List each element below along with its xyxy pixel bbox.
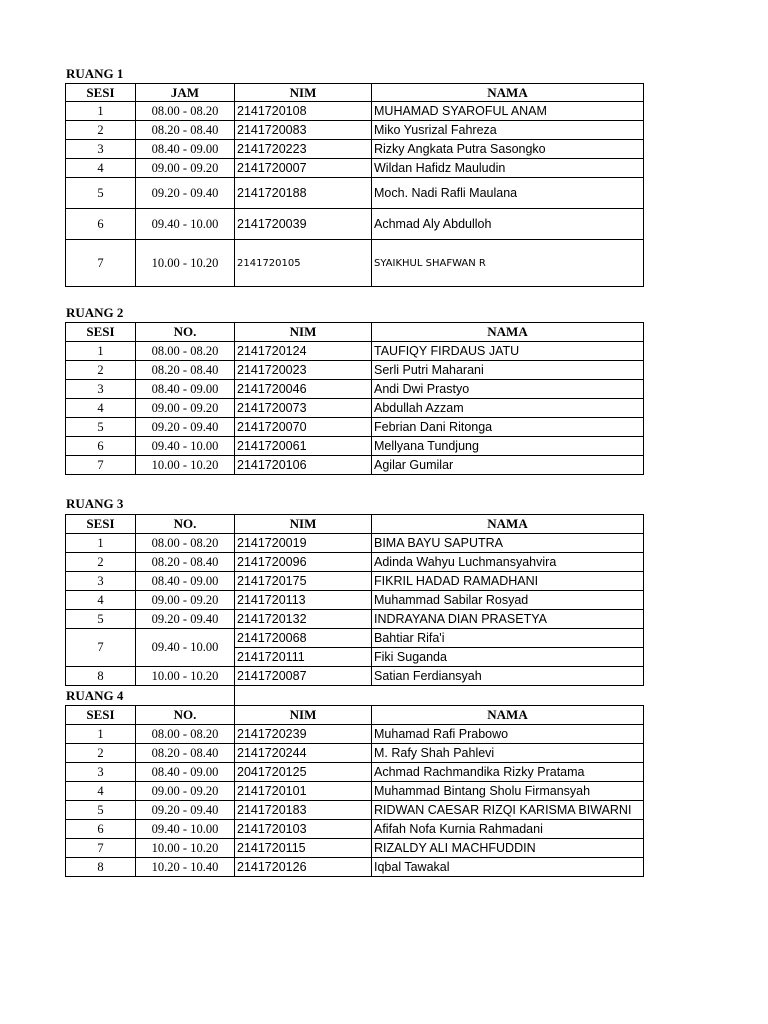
nim-cell: 2141720023 [235, 361, 372, 380]
nama-cell: M. Rafy Shah Pahlevi [372, 744, 644, 763]
header-sesi: SESI [66, 323, 136, 342]
jam-cell: 10.00 - 10.20 [136, 667, 235, 686]
table-row [66, 629, 644, 648]
sesi-cell: 2 [66, 361, 136, 380]
nama-cell: INDRAYANA DIAN PRASETYA [372, 610, 644, 629]
table-row [66, 102, 644, 121]
nama-cell: Fiki Suganda [372, 648, 644, 667]
nim-cell: 2141720132 [235, 610, 372, 629]
nama-cell: Rizky Angkata Putra Sasongko [372, 140, 644, 159]
nama-cell: Febrian Dani Ritonga [372, 418, 644, 437]
nim-cell: 2141720039 [235, 209, 372, 240]
header-no: NO. [136, 706, 235, 725]
jam-cell: 09.20 - 09.40 [136, 801, 235, 820]
nama-cell: SYAIKHUL SHAFWAN R [372, 240, 644, 287]
jam-cell: 08.40 - 09.00 [136, 763, 235, 782]
nim-cell: 2141720096 [235, 553, 372, 572]
table-header-row [66, 84, 644, 102]
table-row [66, 553, 644, 572]
nim-cell: 2141720105 [235, 240, 372, 287]
nim-cell: 2141720244 [235, 744, 372, 763]
ruang-4-title: RUANG 4 [66, 688, 124, 703]
nama-cell: MUHAMAD SYAROFUL ANAM [372, 102, 644, 121]
jam-cell: 10.00 - 10.20 [136, 240, 235, 287]
jam-cell: 09.00 - 09.20 [136, 782, 235, 801]
sesi-cell: 8 [66, 858, 136, 877]
nim-cell: 2141720083 [235, 121, 372, 140]
nim-cell: 2141720188 [235, 178, 372, 209]
nim-cell: 2141720073 [235, 399, 372, 418]
header-nama: NAMA [372, 515, 644, 534]
jam-cell: 09.40 - 10.00 [136, 820, 235, 839]
nama-cell: Afifah Nofa Kurnia Rahmadani [372, 820, 644, 839]
sesi-cell: 7 [66, 839, 136, 858]
table-row [66, 159, 644, 178]
jam-cell: 10.00 - 10.20 [136, 456, 235, 475]
nim-cell: 2141720113 [235, 591, 372, 610]
column-divider [234, 686, 235, 705]
sesi-cell: 1 [66, 725, 136, 744]
table-row [66, 240, 644, 287]
nim-cell: 2041720125 [235, 763, 372, 782]
nama-cell: Satian Ferdiansyah [372, 667, 644, 686]
table-row [66, 399, 644, 418]
jam-cell: 08.20 - 08.40 [136, 121, 235, 140]
table-row [66, 744, 644, 763]
nim-cell: 2141720087 [235, 667, 372, 686]
table-row [66, 178, 644, 209]
jam-cell: 09.20 - 09.40 [136, 610, 235, 629]
jam-cell: 08.20 - 08.40 [136, 744, 235, 763]
nim-cell: 2141720183 [235, 801, 372, 820]
nama-cell: BIMA BAYU SAPUTRA [372, 534, 644, 553]
header-sesi: SESI [66, 706, 136, 725]
nama-cell: Serli Putri Maharani [372, 361, 644, 380]
header-nama: NAMA [372, 323, 644, 342]
nama-cell: Andi Dwi Prastyo [372, 380, 644, 399]
jam-cell: 10.00 - 10.20 [136, 839, 235, 858]
ruang-2-title: RUANG 2 [66, 305, 124, 320]
table-row [66, 418, 644, 437]
nama-cell: Muhammad Bintang Sholu Firmansyah [372, 782, 644, 801]
nama-cell: Moch. Nadi Rafli Maulana [372, 178, 644, 209]
table-row [66, 667, 644, 686]
nim-cell: 2141720108 [235, 102, 372, 121]
nim-cell: 2141720061 [235, 437, 372, 456]
nim-cell: 2141720106 [235, 456, 372, 475]
table-row [66, 858, 644, 877]
nama-cell: Agilar Gumilar [372, 456, 644, 475]
sesi-cell: 3 [66, 380, 136, 399]
header-nama: NAMA [372, 84, 644, 102]
sesi-cell: 4 [66, 782, 136, 801]
nama-cell: Adinda Wahyu Luchmansyahvira [372, 553, 644, 572]
table-row [66, 839, 644, 858]
nama-cell: Bahtiar Rifa'i [372, 629, 644, 648]
nim-cell: 2141720126 [235, 858, 372, 877]
header-no: NO. [136, 323, 235, 342]
table-row [66, 820, 644, 839]
sesi-cell: 1 [66, 342, 136, 361]
sesi-cell: 4 [66, 399, 136, 418]
sesi-cell: 5 [66, 610, 136, 629]
jam-cell: 09.00 - 09.20 [136, 399, 235, 418]
nim-cell: 2141720124 [235, 342, 372, 361]
sesi-cell: 5 [66, 418, 136, 437]
table-row [66, 380, 644, 399]
nim-cell: 2141720239 [235, 725, 372, 744]
nama-cell: Miko Yusrizal Fahreza [372, 121, 644, 140]
jam-cell: 09.40 - 10.00 [136, 437, 235, 456]
jam-cell: 08.00 - 08.20 [136, 342, 235, 361]
sesi-cell: 4 [66, 159, 136, 178]
ruang-3-title: RUANG 3 [66, 496, 124, 511]
table-row [66, 456, 644, 475]
sesi-cell: 3 [66, 763, 136, 782]
table-row [66, 140, 644, 159]
nim-cell: 2141720223 [235, 140, 372, 159]
nama-cell: Muhammad Sabilar Rosyad [372, 591, 644, 610]
jam-cell: 09.20 - 09.40 [136, 418, 235, 437]
table-row [66, 534, 644, 553]
sesi-cell: 5 [66, 178, 136, 209]
nama-cell: Mellyana Tundjung [372, 437, 644, 456]
header-nama: NAMA [372, 706, 644, 725]
nama-cell: Iqbal Tawakal [372, 858, 644, 877]
header-nim: NIM [235, 706, 372, 725]
table-row [66, 763, 644, 782]
sesi-cell: 2 [66, 121, 136, 140]
sesi-cell: 3 [66, 140, 136, 159]
ruang-2-table [65, 322, 644, 475]
jam-cell: 08.40 - 09.00 [136, 380, 235, 399]
sesi-cell: 7 [66, 629, 136, 667]
table-row [66, 725, 644, 744]
table-header-row [66, 323, 644, 342]
header-jam: JAM [136, 84, 235, 102]
nim-cell: 2141720046 [235, 380, 372, 399]
jam-cell: 08.40 - 09.00 [136, 140, 235, 159]
header-nim: NIM [235, 84, 372, 102]
table-row [66, 591, 644, 610]
jam-cell: 09.40 - 10.00 [136, 629, 235, 667]
sesi-cell: 6 [66, 437, 136, 456]
jam-cell: 10.20 - 10.40 [136, 858, 235, 877]
ruang-1-title: RUANG 1 [66, 66, 124, 81]
sesi-cell: 2 [66, 744, 136, 763]
ruang-1-table [65, 83, 644, 287]
nim-cell: 2141720101 [235, 782, 372, 801]
jam-cell: 08.20 - 08.40 [136, 361, 235, 380]
header-no: NO. [136, 515, 235, 534]
header-nim: NIM [235, 515, 372, 534]
table-row [66, 437, 644, 456]
nim-cell: 2141720070 [235, 418, 372, 437]
jam-cell: 09.20 - 09.40 [136, 178, 235, 209]
nama-cell: Wildan Hafidz Mauludin [372, 159, 644, 178]
sesi-cell: 6 [66, 820, 136, 839]
nama-cell: Achmad Aly Abdulloh [372, 209, 644, 240]
ruang-4-table [65, 705, 644, 877]
sesi-cell: 2 [66, 553, 136, 572]
nama-cell: Muhamad Rafi Prabowo [372, 725, 644, 744]
sesi-cell: 3 [66, 572, 136, 591]
nama-cell: FIKRIL HADAD RAMADHANI [372, 572, 644, 591]
nama-cell: Abdullah Azzam [372, 399, 644, 418]
table-row [66, 572, 644, 591]
nim-cell: 2141720175 [235, 572, 372, 591]
sesi-cell: 5 [66, 801, 136, 820]
nim-cell: 2141720111 [235, 648, 372, 667]
nim-cell: 2141720068 [235, 629, 372, 648]
nim-cell: 2141720103 [235, 820, 372, 839]
nim-cell: 2141720115 [235, 839, 372, 858]
ruang-3-table [65, 514, 644, 686]
nim-cell: 2141720019 [235, 534, 372, 553]
nama-cell: RIDWAN CAESAR RIZQI KARISMA BIWARNI [372, 801, 644, 820]
sesi-cell: 4 [66, 591, 136, 610]
table-row [66, 801, 644, 820]
jam-cell: 08.00 - 08.20 [136, 102, 235, 121]
table-row [66, 209, 644, 240]
jam-cell: 08.00 - 08.20 [136, 534, 235, 553]
table-row [66, 610, 644, 629]
header-nim: NIM [235, 323, 372, 342]
header-sesi: SESI [66, 515, 136, 534]
nama-cell: RIZALDY ALI MACHFUDDIN [372, 839, 644, 858]
sesi-cell: 7 [66, 240, 136, 287]
table-row [66, 342, 644, 361]
nama-cell: Achmad Rachmandika Rizky Pratama [372, 763, 644, 782]
sesi-cell: 7 [66, 456, 136, 475]
jam-cell: 09.00 - 09.20 [136, 159, 235, 178]
table-row [66, 782, 644, 801]
jam-cell: 09.00 - 09.20 [136, 591, 235, 610]
jam-cell: 08.40 - 09.00 [136, 572, 235, 591]
sesi-cell: 1 [66, 534, 136, 553]
sesi-cell: 6 [66, 209, 136, 240]
sesi-cell: 1 [66, 102, 136, 121]
nim-cell: 2141720007 [235, 159, 372, 178]
table-header-row [66, 706, 644, 725]
nama-cell: TAUFIQY FIRDAUS JATU [372, 342, 644, 361]
table-row [66, 121, 644, 140]
header-sesi: SESI [66, 84, 136, 102]
jam-cell: 08.00 - 08.20 [136, 725, 235, 744]
sesi-cell: 8 [66, 667, 136, 686]
jam-cell: 08.20 - 08.40 [136, 553, 235, 572]
jam-cell: 09.40 - 10.00 [136, 209, 235, 240]
table-row [66, 361, 644, 380]
table-header-row [66, 515, 644, 534]
